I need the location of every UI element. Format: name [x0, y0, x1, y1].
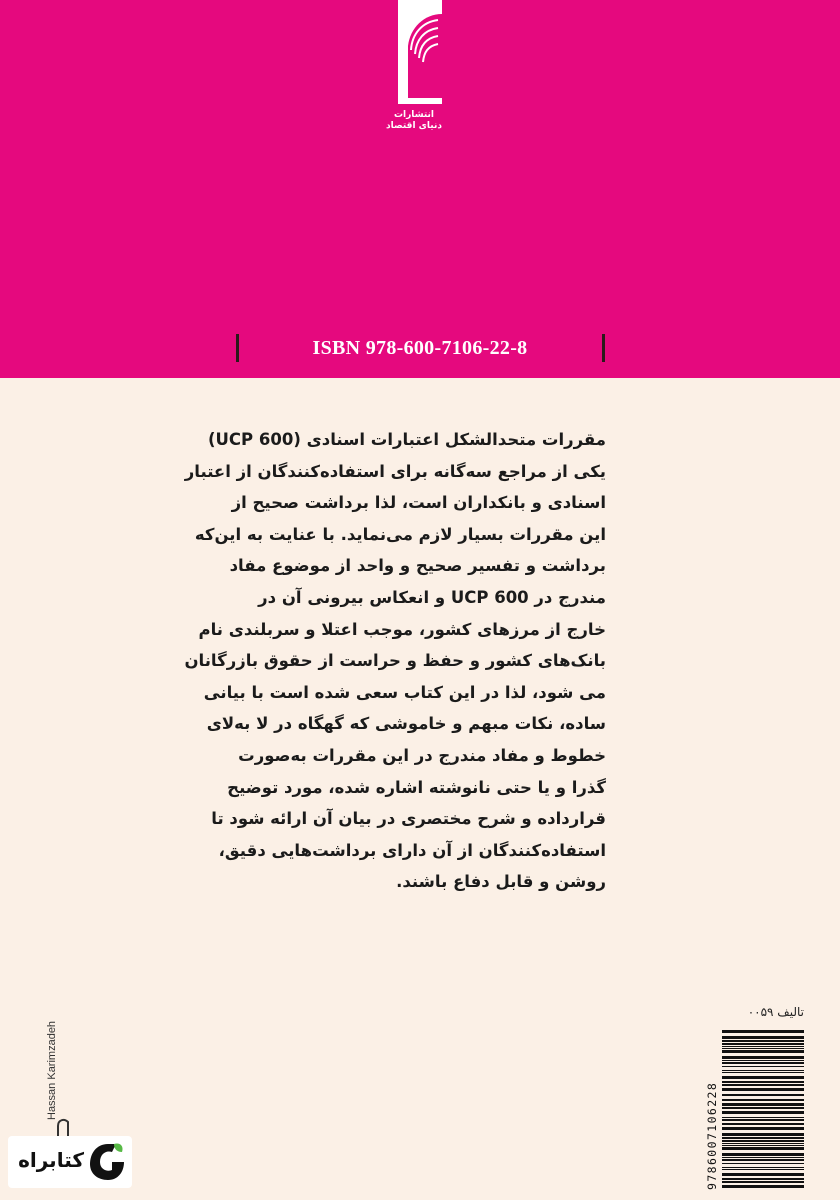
barcode-bar [722, 1140, 804, 1142]
isbn-right-rule [602, 334, 605, 362]
description-line: روشن و قابل دفاع باشند. [396, 872, 606, 892]
barcode-bar [722, 1133, 804, 1136]
barcode-bar [722, 1167, 804, 1168]
barcode-bar [722, 1070, 804, 1071]
barcode-bar [722, 1185, 804, 1188]
barcode-bar [722, 1147, 804, 1150]
barcode-bar [722, 1048, 804, 1049]
isbn-number: ISBN 978-600-7106-22-8 [312, 337, 528, 359]
barcode-bar [722, 1060, 804, 1061]
barcode-bar [722, 1062, 804, 1064]
barcode-bar [722, 1143, 804, 1144]
description-line: خطوط و مفاد مندرج در این مقررات به‌صورت [238, 745, 606, 765]
description-line: قرارداده و شرح مختصری در بیان آن ارائه شود تا [211, 809, 606, 829]
isbn-left-rule [236, 334, 239, 362]
book-description [184, 424, 606, 898]
description-line: مقررات متحدالشکل اعتبارات اسنادی (UCP 600) [207, 430, 606, 449]
publisher-name-line1: انتشارات [394, 110, 434, 120]
barcode-bar [722, 1111, 804, 1114]
publisher-name [378, 110, 450, 132]
barcode-bar [722, 1178, 804, 1180]
barcode-bar [722, 1046, 804, 1047]
barcode-bar [722, 1036, 804, 1039]
description-line: می شود، لذا در این کتاب سعی شده است با بیانی [203, 682, 606, 702]
barcode-bar [722, 1043, 804, 1045]
description-line: این مقررات بسیار لازم می‌نماید. با عنایت به این‌که [194, 524, 606, 544]
barcode-bar [722, 1157, 804, 1158]
barcode-bar [722, 1088, 804, 1091]
description-line: اسنادی و بانکداران است، لذا برداشت صحیح از [231, 493, 606, 513]
watermark-label: کتابراه [18, 1148, 84, 1172]
barcode-bar [722, 1107, 804, 1109]
description-line: برداشت و تفسیر صحیح و واحد از موضوع مفاد [229, 556, 606, 576]
barcode-bar [722, 1103, 804, 1106]
barcode-bar [722, 1181, 804, 1183]
book-code: تا‌لیف ۰۰۵۹ [747, 1005, 804, 1019]
barcode-bar [722, 1040, 804, 1042]
barcode-bar [722, 1173, 804, 1176]
barcode-bar [722, 1056, 804, 1059]
description-line: استفاده‌کنندگان از آن دارای برداشت‌هایی دقیق، [218, 840, 606, 860]
barcode-bar [722, 1072, 804, 1073]
barcode-bar [722, 1119, 804, 1121]
cover-designer-credit: Hassan Karimzadeh [46, 1020, 58, 1120]
barcode [704, 1026, 806, 1194]
barcode-bar [722, 1169, 804, 1170]
description-line: یکی از مراجع سه‌گانه برای استفاده‌کنندگان از اعتبار [184, 461, 606, 481]
barcode-bar [722, 1099, 804, 1101]
barcode-bar [722, 1163, 804, 1164]
barcode-bar [722, 1094, 804, 1096]
barcode-bar [722, 1137, 804, 1139]
barcode-bar [722, 1153, 804, 1156]
barcode-bar [722, 1123, 804, 1125]
barcode-digits: 9786007106228 [705, 1081, 719, 1190]
description-line: ساده، نکات مبهم و خاموشی که گهگاه در لا به‌لای [206, 714, 606, 734]
barcode-bar [722, 1084, 804, 1086]
barcode-bar [722, 1076, 804, 1079]
barcode-bar [722, 1050, 804, 1053]
description-line: بانک‌های کشور و حفظ و حراست از حقوق بازرگانان [184, 651, 606, 671]
barcode-bar [722, 1159, 804, 1161]
barcode-bar [722, 1081, 804, 1083]
ketabrah-logo-icon [86, 1140, 128, 1184]
description-line: مندرج در UCP 600 و انعکاس بیرونی آن در [258, 587, 606, 607]
barcode-bar [722, 1127, 804, 1130]
barcode-bar [722, 1066, 804, 1067]
publisher-name-line2: دنیای اقتصاد [386, 121, 442, 131]
description-line: خارج از مرزهای کشور، موجب اعتلا و سربلندی نام [198, 619, 606, 639]
barcode-bar [722, 1030, 804, 1033]
barcode-bar [722, 1117, 804, 1118]
barcode-bar [722, 1145, 804, 1146]
description-line: گذرا و یا حتی نانوشته اشاره شده، مورد توضیح [227, 777, 606, 797]
